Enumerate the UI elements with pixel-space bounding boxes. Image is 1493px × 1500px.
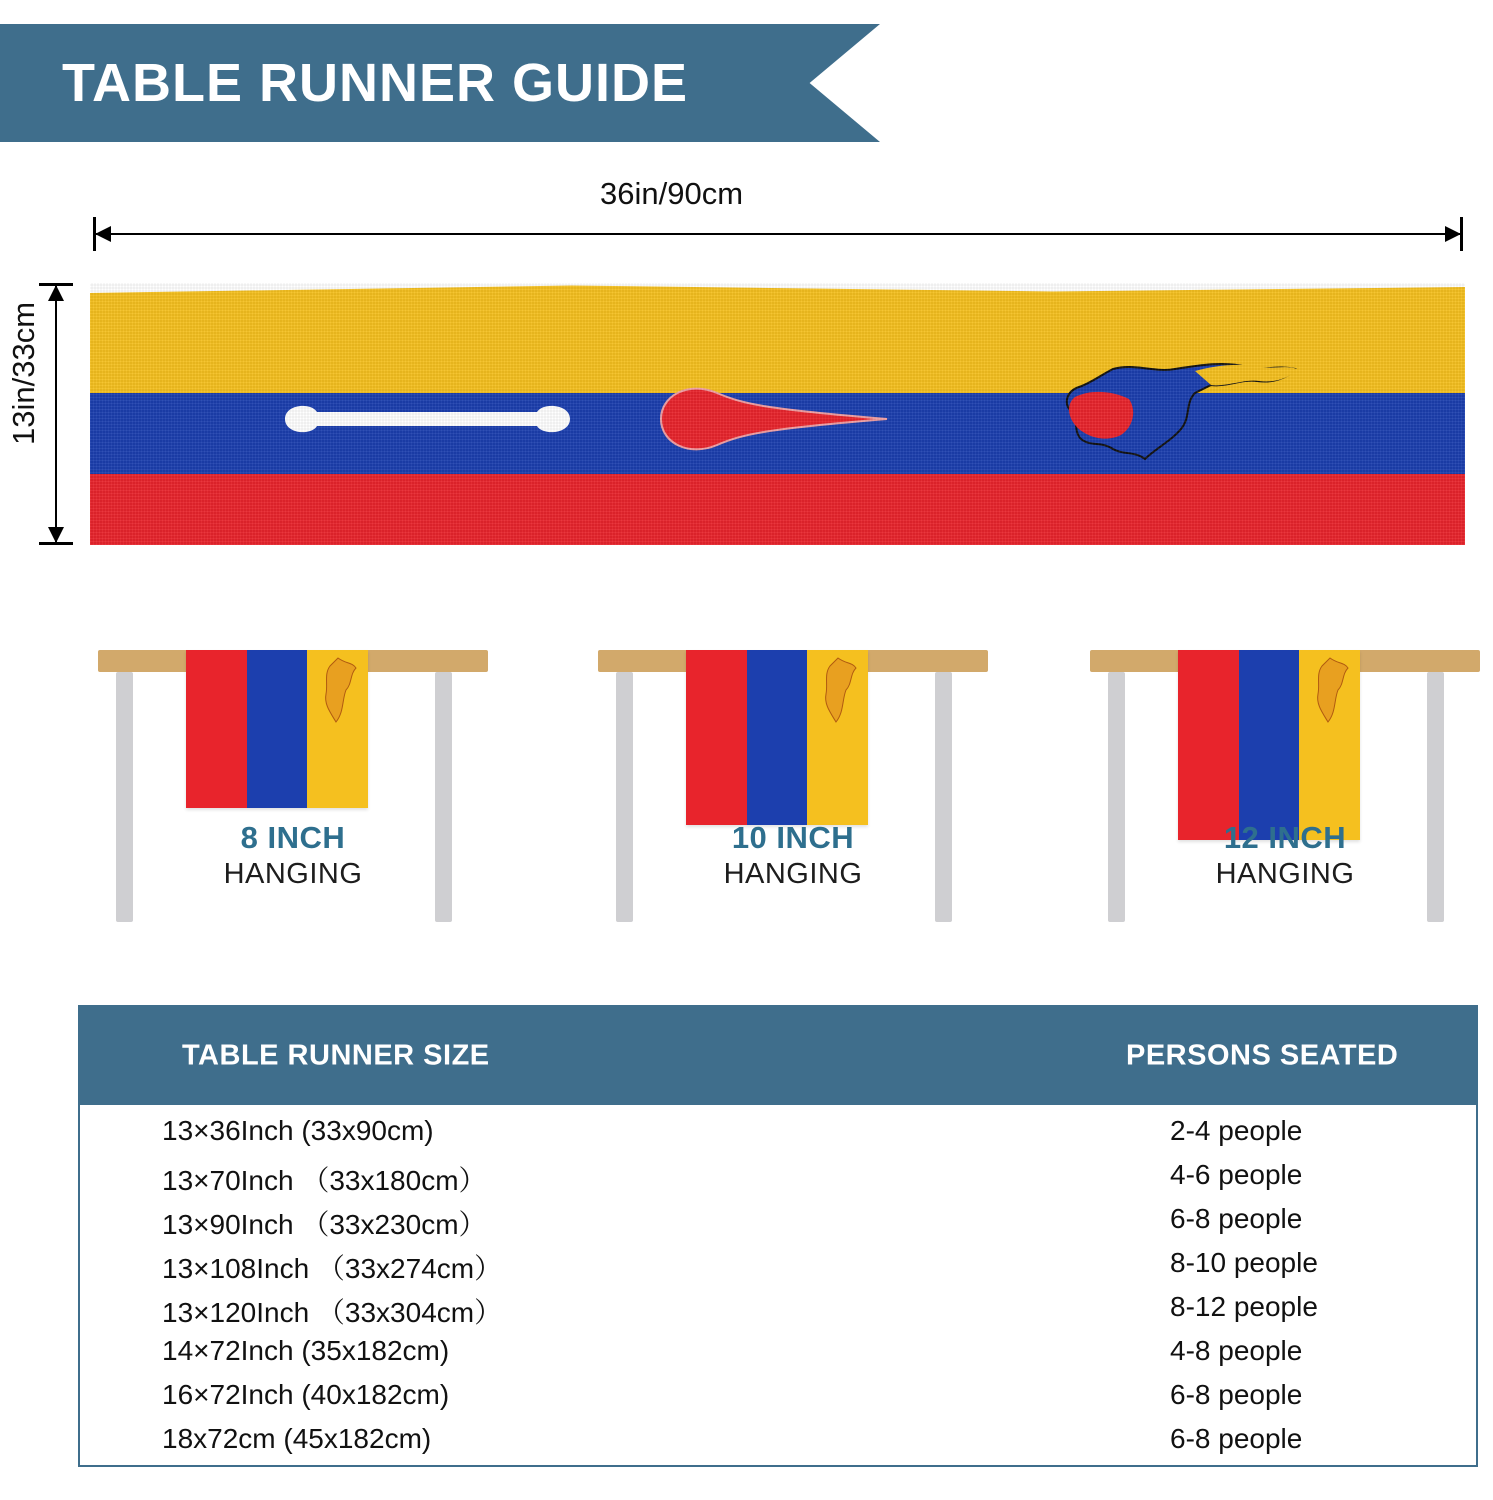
hanging-word-label: HANGING: [1215, 858, 1355, 890]
page-title: TABLE RUNNER GUIDE: [62, 53, 689, 113]
cell-runner-size: 13×108Inch （33x274cm）: [162, 1253, 503, 1284]
table-row: [80, 1159, 1476, 1203]
cell-persons-seated: 6-8 people: [1170, 1379, 1303, 1410]
preview-stripe-red: [1178, 650, 1239, 840]
cell-persons-seated: 4-8 people: [1170, 1335, 1303, 1366]
preview-stripe-blue: [247, 650, 308, 808]
table-row: [80, 1247, 1476, 1291]
table-row: [80, 1423, 1476, 1467]
preview-stripe-red: [686, 650, 747, 825]
height-arrow-top-head-icon: [48, 285, 64, 301]
column-header-persons: PERSONS SEATED: [1126, 1039, 1399, 1072]
table-row: [80, 1291, 1476, 1335]
hanging-word-label: HANGING: [723, 858, 863, 890]
cell-persons-seated: 6-8 people: [1170, 1203, 1303, 1234]
height-arrow-bottom-head-icon: [48, 527, 64, 543]
width-dimension-arrow: [93, 233, 1463, 235]
colombia-map-icon: [818, 656, 860, 726]
preview-stripe-blue: [1239, 650, 1300, 840]
cell-runner-size: 14×72Inch (35x182cm): [162, 1335, 450, 1366]
preview-stripe-blue: [747, 650, 808, 825]
colombia-map-icon: [995, 359, 1315, 469]
table-body: [80, 1115, 1476, 1467]
table-row: [80, 1379, 1476, 1423]
cell-runner-size: 13×120Inch （33x304cm）: [162, 1297, 503, 1328]
column-header-size: TABLE RUNNER SIZE: [182, 1039, 490, 1072]
preview-stripe-red: [186, 650, 247, 808]
runner-hanging-preview: [1178, 650, 1360, 840]
table-header-row: [80, 1007, 1476, 1105]
hanging-size-label: 12 INCH: [1223, 820, 1347, 855]
runner-stripe-red: [90, 474, 1465, 545]
hanging-caption: [1070, 820, 1493, 891]
runner-hanging-preview: [686, 650, 868, 825]
table-row: [80, 1203, 1476, 1247]
cell-persons-seated: 8-10 people: [1170, 1247, 1318, 1278]
bone-shape-icon: [265, 396, 590, 442]
cell-runner-size: 16×72Inch (40x182cm): [162, 1379, 450, 1410]
runner-hanging-preview: [186, 650, 368, 808]
height-dimension-arrow: [55, 283, 57, 545]
cell-runner-size: 13×36Inch (33x90cm): [162, 1115, 434, 1146]
width-arrow-right-head-icon: [1445, 226, 1461, 242]
hanging-option-10-inch: [578, 620, 1008, 950]
cell-runner-size: 18x72cm (45x182cm): [162, 1423, 432, 1454]
hanging-size-label: 8 INCH: [240, 820, 346, 855]
cell-persons-seated: 6-8 people: [1170, 1423, 1303, 1454]
colombia-map-icon: [318, 656, 360, 726]
cell-runner-size: 13×90Inch （33x230cm）: [162, 1209, 487, 1240]
heart-shape-icon: [655, 379, 895, 459]
hanging-option-12-inch: [1070, 620, 1493, 950]
runner-dimension-diagram: [0, 170, 1493, 590]
cell-persons-seated: 8-12 people: [1170, 1291, 1318, 1322]
hanging-length-illustrations: [0, 620, 1493, 950]
cell-persons-seated: 2-4 people: [1170, 1115, 1303, 1146]
table-runner-product-image: [90, 283, 1465, 545]
size-chart-table: [78, 1005, 1478, 1467]
hanging-caption: [78, 820, 508, 891]
runner-width-label: 36in/90cm: [600, 176, 744, 211]
hanging-caption: [578, 820, 1008, 891]
cell-persons-seated: 4-6 people: [1170, 1159, 1303, 1190]
hanging-option-8-inch: [78, 620, 508, 950]
hanging-word-label: HANGING: [223, 858, 363, 890]
header-banner: [0, 24, 880, 142]
colombia-map-icon: [1310, 656, 1352, 726]
cell-runner-size: 13×70Inch （33x180cm）: [162, 1165, 487, 1196]
runner-height-label: 13in/33cm: [6, 301, 41, 445]
width-arrow-left-head-icon: [95, 226, 111, 242]
table-row: [80, 1335, 1476, 1379]
table-row: [80, 1115, 1476, 1159]
hanging-size-label: 10 INCH: [731, 820, 855, 855]
